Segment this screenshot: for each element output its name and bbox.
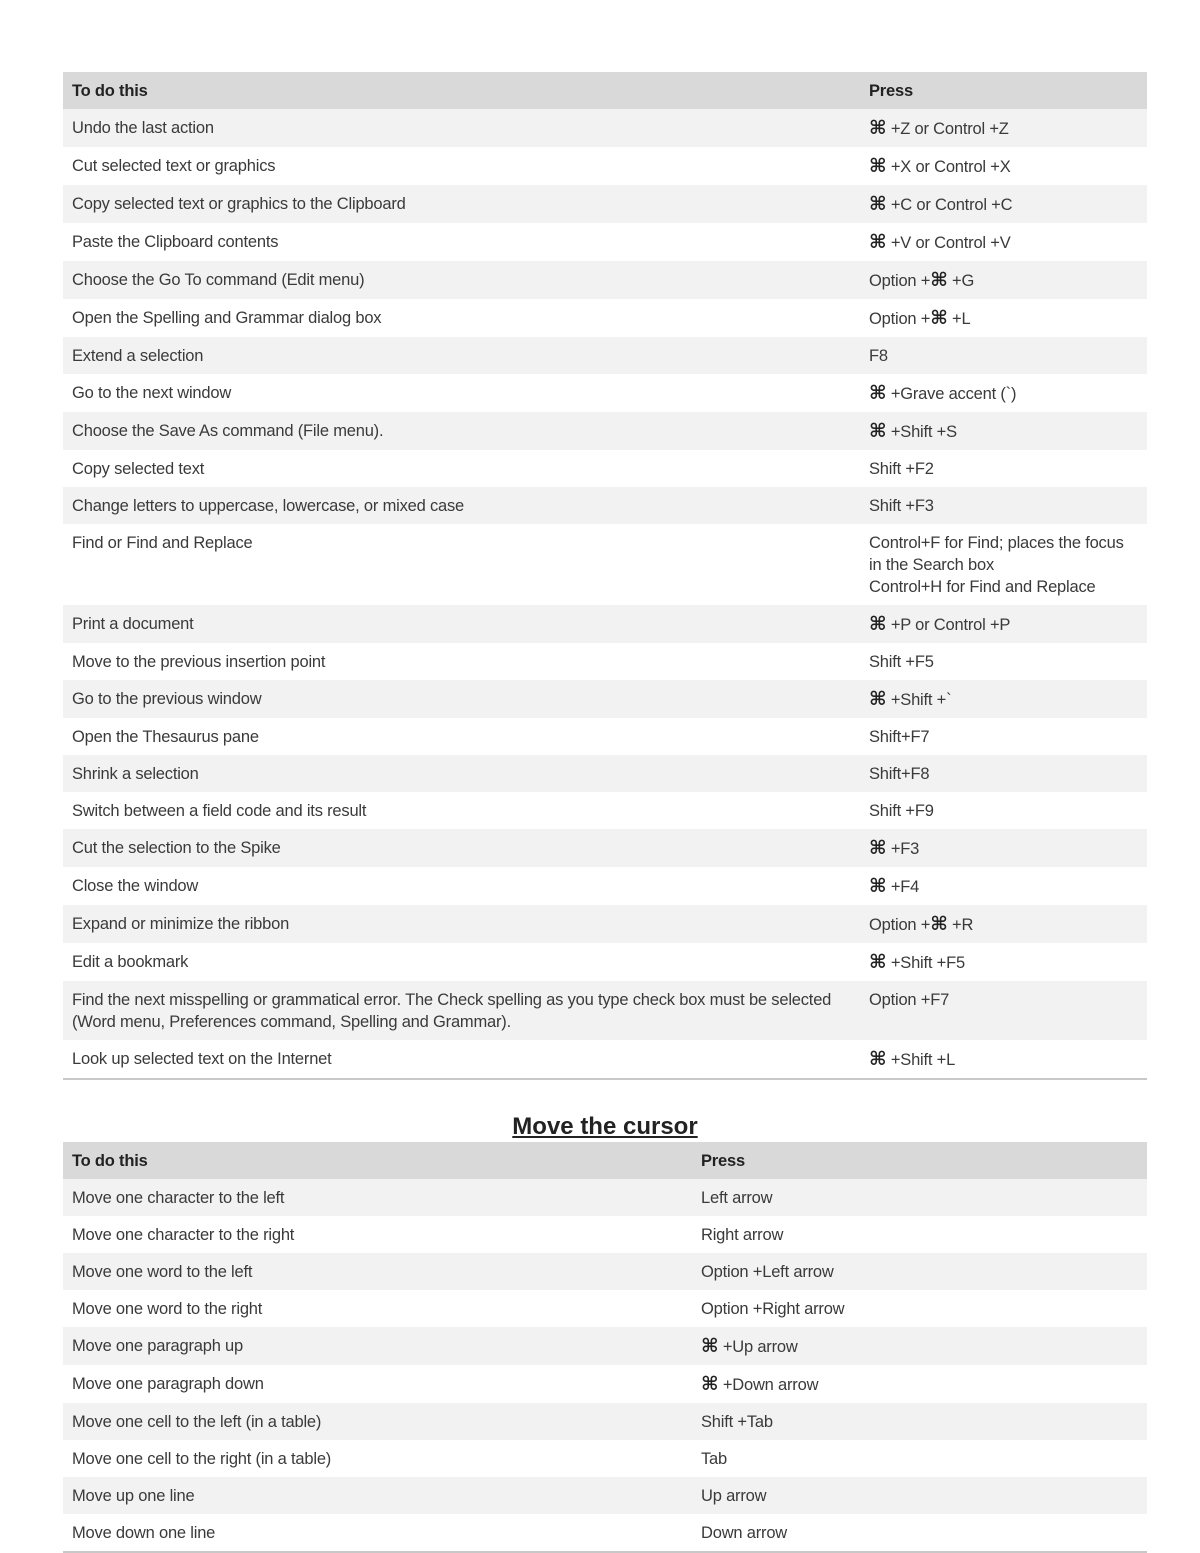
action-cell: Find the next misspelling or grammatical error. The Check spelling as you type check box must be selected (Word menu, Preferences command, Spelling and Grammar). xyxy=(63,981,860,1040)
table-row xyxy=(63,943,1147,981)
table-row xyxy=(63,1327,1147,1365)
shortcut-cell: Shift +F3 xyxy=(860,487,1147,524)
table-row xyxy=(63,1253,1147,1290)
action-cell: Edit a bookmark xyxy=(63,943,860,981)
shortcut-cell: ⌘ +Z or Control +Z xyxy=(860,109,1147,147)
shortcut-cell: Up arrow xyxy=(692,1477,1147,1514)
table-row xyxy=(63,1514,1147,1552)
action-cell: Switch between a field code and its result xyxy=(63,792,860,829)
shortcut-cell: Down arrow xyxy=(692,1514,1147,1552)
shortcut-cell: Option +Right arrow xyxy=(692,1290,1147,1327)
shortcut-cell: ⌘ +Shift +` xyxy=(860,680,1147,718)
shortcut-cell: F8 xyxy=(860,337,1147,374)
shortcut-cell: ⌘ +C or Control +C xyxy=(860,185,1147,223)
shortcut-cell: ⌘ +Shift +F5 xyxy=(860,943,1147,981)
shortcut-cell: Right arrow xyxy=(692,1216,1147,1253)
command-key-icon: ⌘ xyxy=(869,231,887,253)
table-row xyxy=(63,1040,1147,1079)
shortcut-cell: ⌘ +Up arrow xyxy=(692,1327,1147,1365)
command-key-icon: ⌘ xyxy=(930,269,948,291)
action-cell: Extend a selection xyxy=(63,337,860,374)
command-key-icon: ⌘ xyxy=(701,1335,719,1357)
table-row xyxy=(63,755,1147,792)
action-cell: Look up selected text on the Internet xyxy=(63,1040,860,1079)
command-key-icon: ⌘ xyxy=(869,688,887,710)
table-row xyxy=(63,1365,1147,1403)
table-row xyxy=(63,412,1147,450)
shortcut-cell: Shift +Tab xyxy=(692,1403,1147,1440)
document-page xyxy=(63,72,1147,1553)
shortcut-cell: ⌘ +Down arrow xyxy=(692,1365,1147,1403)
shortcut-cell: Tab xyxy=(692,1440,1147,1477)
shortcut-cell: ⌘ +F3 xyxy=(860,829,1147,867)
shortcut-cell: Option +⌘ +R xyxy=(860,905,1147,943)
shortcut-cell: Shift+F7 xyxy=(860,718,1147,755)
command-key-icon: ⌘ xyxy=(701,1373,719,1395)
shortcut-cell: Shift +F9 xyxy=(860,792,1147,829)
action-cell: Move one cell to the right (in a table) xyxy=(63,1440,692,1477)
shortcut-cell: ⌘ +V or Control +V xyxy=(860,223,1147,261)
command-key-icon: ⌘ xyxy=(869,1048,887,1070)
shortcut-cell: Shift+F8 xyxy=(860,755,1147,792)
column-header-press: Press xyxy=(860,72,1147,109)
table-row xyxy=(63,487,1147,524)
shortcut-cell: ⌘ +P or Control +P xyxy=(860,605,1147,643)
shortcut-cell: Shift +F5 xyxy=(860,643,1147,680)
shortcut-cell: Option +⌘ +L xyxy=(860,299,1147,337)
action-cell: Expand or minimize the ribbon xyxy=(63,905,860,943)
action-cell: Open the Thesaurus pane xyxy=(63,718,860,755)
action-cell: Choose the Save As command (File menu). xyxy=(63,412,860,450)
shortcut-cell: Option +Left arrow xyxy=(692,1253,1147,1290)
command-key-icon: ⌘ xyxy=(869,951,887,973)
action-cell: Move to the previous insertion point xyxy=(63,643,860,680)
command-key-icon: ⌘ xyxy=(869,117,887,139)
action-cell: Copy selected text xyxy=(63,450,860,487)
table-header-row xyxy=(63,1142,1147,1179)
column-header-action: To do this xyxy=(63,72,860,109)
table-row xyxy=(63,261,1147,299)
action-cell: Go to the previous window xyxy=(63,680,860,718)
command-key-icon: ⌘ xyxy=(869,193,887,215)
action-cell: Move one cell to the left (in a table) xyxy=(63,1403,692,1440)
action-cell: Change letters to uppercase, lowercase, or mixed case xyxy=(63,487,860,524)
action-cell: Cut selected text or graphics xyxy=(63,147,860,185)
table-row xyxy=(63,905,1147,943)
command-key-icon: ⌘ xyxy=(869,837,887,859)
shortcut-cell: Left arrow xyxy=(692,1179,1147,1216)
table-row xyxy=(63,680,1147,718)
table-row xyxy=(63,185,1147,223)
action-cell: Move one character to the left xyxy=(63,1179,692,1216)
table-row xyxy=(63,299,1147,337)
action-cell: Print a document xyxy=(63,605,860,643)
action-cell: Close the window xyxy=(63,867,860,905)
command-key-icon: ⌘ xyxy=(869,875,887,897)
table-row xyxy=(63,147,1147,185)
table-row xyxy=(63,792,1147,829)
table-row xyxy=(63,1440,1147,1477)
action-cell: Open the Spelling and Grammar dialog box xyxy=(63,299,860,337)
table-row xyxy=(63,718,1147,755)
action-cell: Copy selected text or graphics to the Clipboard xyxy=(63,185,860,223)
action-cell: Move one word to the right xyxy=(63,1290,692,1327)
column-header-action: To do this xyxy=(63,1142,692,1179)
action-cell: Paste the Clipboard contents xyxy=(63,223,860,261)
command-key-icon: ⌘ xyxy=(869,155,887,177)
command-key-icon: ⌘ xyxy=(930,307,948,329)
action-cell: Move up one line xyxy=(63,1477,692,1514)
table-row xyxy=(63,643,1147,680)
shortcut-cell: ⌘ +Grave accent (`) xyxy=(860,374,1147,412)
table-row xyxy=(63,450,1147,487)
shortcuts-table xyxy=(63,72,1147,1080)
table-row xyxy=(63,109,1147,147)
shortcuts-table-body xyxy=(63,109,1147,1079)
cursor-table xyxy=(63,1142,1147,1553)
command-key-icon: ⌘ xyxy=(869,613,887,635)
action-cell: Cut the selection to the Spike xyxy=(63,829,860,867)
table-row xyxy=(63,1477,1147,1514)
table-row xyxy=(63,337,1147,374)
column-header-press: Press xyxy=(692,1142,1147,1179)
table-row xyxy=(63,867,1147,905)
command-key-icon: ⌘ xyxy=(869,382,887,404)
action-cell: Go to the next window xyxy=(63,374,860,412)
table-row xyxy=(63,374,1147,412)
action-cell: Move down one line xyxy=(63,1514,692,1552)
action-cell: Shrink a selection xyxy=(63,755,860,792)
section-title-move-cursor: Move the cursor xyxy=(512,1113,698,1140)
shortcut-cell: ⌘ +X or Control +X xyxy=(860,147,1147,185)
action-cell: Move one paragraph down xyxy=(63,1365,692,1403)
shortcut-cell: Option +F7 xyxy=(860,981,1147,1040)
table-row xyxy=(63,223,1147,261)
action-cell: Move one word to the left xyxy=(63,1253,692,1290)
table-row xyxy=(63,1403,1147,1440)
shortcut-cell: Shift +F2 xyxy=(860,450,1147,487)
table-row xyxy=(63,1290,1147,1327)
shortcut-cell: ⌘ +F4 xyxy=(860,867,1147,905)
table-row xyxy=(63,605,1147,643)
table-row xyxy=(63,1179,1147,1216)
action-cell: Undo the last action xyxy=(63,109,860,147)
table-row xyxy=(63,1216,1147,1253)
table-header-row xyxy=(63,72,1147,109)
command-key-icon: ⌘ xyxy=(869,420,887,442)
action-cell: Choose the Go To command (Edit menu) xyxy=(63,261,860,299)
action-cell: Move one paragraph up xyxy=(63,1327,692,1365)
table-row xyxy=(63,524,1147,605)
action-cell: Move one character to the right xyxy=(63,1216,692,1253)
shortcut-cell: Control+F for Find; places the focus in the Search box Control+H for Find and Replace xyxy=(860,524,1147,605)
shortcut-cell: ⌘ +Shift +S xyxy=(860,412,1147,450)
shortcut-cell: Option +⌘ +G xyxy=(860,261,1147,299)
table-row xyxy=(63,829,1147,867)
cursor-table-body xyxy=(63,1179,1147,1552)
table-row xyxy=(63,981,1147,1040)
shortcut-cell: ⌘ +Shift +L xyxy=(860,1040,1147,1079)
action-cell: Find or Find and Replace xyxy=(63,524,860,605)
command-key-icon: ⌘ xyxy=(930,913,948,935)
